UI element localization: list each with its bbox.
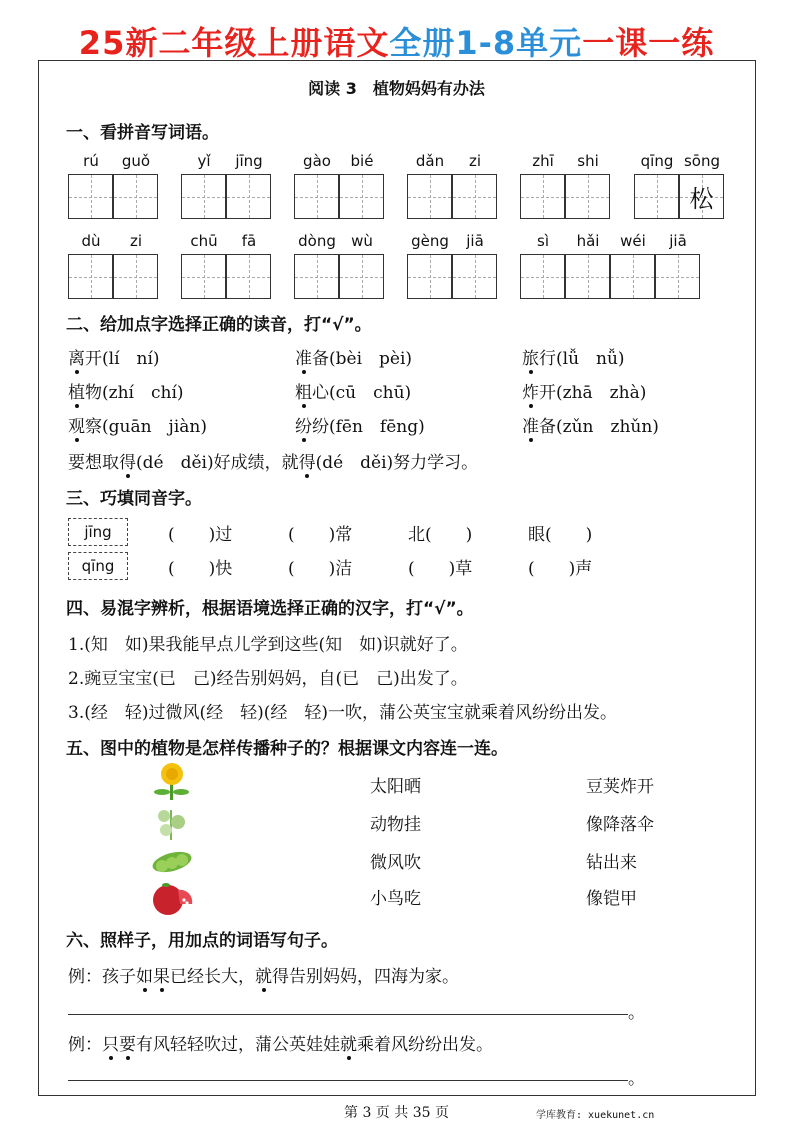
pinyin-syllable: wù bbox=[351, 232, 373, 250]
section-2-heading: 二、给加点字选择正确的读音，打“√”。 bbox=[66, 315, 372, 335]
box-character bbox=[182, 175, 225, 218]
homophone-blank[interactable]: ( )快 bbox=[168, 559, 233, 579]
sentence-part: 已经长大， bbox=[170, 967, 255, 987]
pinyin-syllable: guǒ bbox=[121, 152, 151, 170]
sentence-part: 乘着风纷纷出发。 bbox=[357, 1035, 493, 1055]
pinyin-syllable: dòng bbox=[298, 232, 336, 250]
writing-box[interactable] bbox=[294, 254, 339, 299]
pinyin-syllable: gào bbox=[303, 152, 331, 170]
pinyin-syllable: sì bbox=[537, 232, 549, 250]
pinyin-syllable: dǎn bbox=[415, 152, 445, 170]
pronunciation-item bbox=[295, 412, 425, 437]
site-watermark: 学库教育: xuekunet.cn bbox=[536, 1110, 655, 1121]
box-character bbox=[114, 175, 157, 218]
pinyin-syllable: fā bbox=[241, 232, 257, 250]
confusable-line-3: 3.(经 轻)过微风(经 轻)(经 轻)一吹，蒲公英宝宝就乘着风纷纷出发。 bbox=[68, 703, 618, 723]
dotted-char: 离 bbox=[68, 349, 85, 369]
word-char: 心 bbox=[312, 383, 329, 403]
writing-box[interactable] bbox=[68, 174, 113, 219]
writing-box[interactable] bbox=[565, 174, 610, 219]
pomegranate-icon bbox=[148, 880, 196, 918]
pinyin-syllable: zi bbox=[129, 232, 143, 250]
dotted-char: 要 bbox=[119, 1035, 136, 1055]
pinyin-syllable: yǐ bbox=[197, 152, 211, 170]
writing-box[interactable] bbox=[679, 174, 724, 219]
dotted-char: 粗 bbox=[295, 383, 312, 403]
sentence-part: 要想取 bbox=[68, 453, 119, 473]
pinyin-syllable: jiā bbox=[466, 232, 484, 250]
writing-box[interactable] bbox=[655, 254, 700, 299]
match-method[interactable]: 微风吹 bbox=[370, 853, 421, 873]
dotted-char: 果 bbox=[153, 967, 170, 987]
banner-part-1: 25新 bbox=[78, 24, 159, 62]
pinyin-options[interactable]: (bèi pèi) bbox=[329, 349, 413, 369]
pinyin-box-jing: jīng bbox=[68, 518, 128, 546]
writing-box[interactable] bbox=[520, 254, 565, 299]
homophone-blank[interactable]: 眼( ) bbox=[528, 525, 593, 545]
pinyin-syllable: hǎi bbox=[576, 232, 600, 250]
writing-box[interactable] bbox=[294, 174, 339, 219]
sentence-part: 得告别妈妈，四海为家。 bbox=[272, 967, 459, 987]
homophone-blank[interactable]: ( )洁 bbox=[288, 559, 353, 579]
sentence-part: 例： bbox=[68, 1035, 102, 1055]
pinyin-options[interactable]: (guān jiàn) bbox=[102, 417, 207, 437]
word-char: 备 bbox=[312, 349, 329, 369]
pinyin-options[interactable]: (lǚ nǚ) bbox=[556, 349, 625, 369]
word-char: 备 bbox=[539, 417, 556, 437]
page-title: 阅读 3 植物妈妈有办法 bbox=[308, 79, 485, 98]
match-description[interactable]: 像铠甲 bbox=[586, 889, 637, 909]
pinyin-syllable: jiā bbox=[669, 232, 687, 250]
box-character bbox=[566, 175, 609, 218]
pinyin-syllable: bié bbox=[350, 152, 374, 170]
banner-title bbox=[0, 18, 793, 64]
pea-pod-icon bbox=[148, 842, 196, 880]
banner-part-3: 全册1-8单元 bbox=[389, 24, 583, 62]
homophone-blank[interactable]: 北( ) bbox=[408, 525, 473, 545]
sentence-part: (dé děi)好成绩，就 bbox=[136, 453, 299, 473]
word-char: 开 bbox=[539, 383, 556, 403]
pinyin-syllable: zhī bbox=[532, 152, 554, 170]
writing-box[interactable] bbox=[452, 254, 497, 299]
box-character bbox=[227, 175, 270, 218]
pinyin-options[interactable]: (zǔn zhǔn) bbox=[556, 417, 659, 437]
burr-plant-icon bbox=[148, 802, 196, 840]
word-char: 行 bbox=[539, 349, 556, 369]
pronunciation-item bbox=[522, 378, 646, 403]
writing-box[interactable] bbox=[339, 174, 384, 219]
pinyin-box-qing: qīng bbox=[68, 552, 128, 580]
pinyin-syllable: shi bbox=[577, 152, 599, 170]
answer-period-1: 。 bbox=[628, 1003, 645, 1023]
pinyin-syllable: qīng bbox=[640, 152, 674, 170]
pinyin-options[interactable]: (zhā zhà) bbox=[556, 383, 647, 403]
writing-box[interactable] bbox=[226, 254, 271, 299]
pinyin-options[interactable]: (fēn fēng) bbox=[329, 417, 425, 437]
homophone-blank[interactable]: ( )常 bbox=[288, 525, 353, 545]
dotted-char: 准 bbox=[295, 349, 312, 369]
dotted-char: 得 bbox=[298, 453, 316, 473]
box-character bbox=[340, 175, 383, 218]
pinyin-syllable: gèng bbox=[411, 232, 449, 250]
sentence-part: 例：孩子 bbox=[68, 967, 136, 987]
answer-line-1[interactable] bbox=[68, 1014, 628, 1015]
writing-box[interactable] bbox=[113, 254, 158, 299]
box-character bbox=[453, 175, 496, 218]
word-char: 物 bbox=[85, 383, 102, 403]
page-number: 第 3 页 共 35 页 bbox=[344, 1105, 449, 1121]
dotted-char: 只 bbox=[102, 1035, 119, 1055]
banner-part-2: 二年级上册语文 bbox=[158, 24, 390, 62]
match-description[interactable]: 豆荚炸开 bbox=[586, 777, 654, 797]
section-4-heading: 四、易混字辨析，根据语境选择正确的汉字，打“√”。 bbox=[66, 599, 474, 619]
match-method[interactable]: 动物挂 bbox=[370, 815, 421, 835]
pinyin-options[interactable]: (zhí chí) bbox=[102, 383, 184, 403]
word-char: 纷 bbox=[312, 417, 329, 437]
pronunciation-item bbox=[522, 344, 625, 369]
pinyin-syllable: dù bbox=[81, 232, 101, 250]
pronunciation-item bbox=[68, 344, 160, 369]
sentence-part: 有风轻轻吹过，蒲公英娃娃 bbox=[136, 1035, 340, 1055]
writing-box[interactable] bbox=[181, 174, 226, 219]
pinyin-syllable: rú bbox=[83, 152, 99, 170]
dandelion-icon bbox=[148, 762, 196, 800]
writing-box[interactable] bbox=[113, 174, 158, 219]
section-1-heading: 一、看拼音写词语。 bbox=[66, 123, 219, 143]
sentence-part: (dé děi)努力学习。 bbox=[315, 453, 479, 473]
box-character bbox=[408, 175, 451, 218]
dotted-char: 纷 bbox=[295, 417, 312, 437]
pinyin-syllable: sōng bbox=[683, 152, 721, 170]
dotted-char: 准 bbox=[522, 417, 539, 437]
match-description[interactable]: 钻出来 bbox=[586, 853, 637, 873]
dotted-char: 就 bbox=[255, 967, 272, 987]
dotted-char: 植 bbox=[68, 383, 85, 403]
example-sentence-2 bbox=[68, 1030, 493, 1055]
pinyin-options[interactable]: (lí ní) bbox=[102, 349, 160, 369]
dotted-char: 旅 bbox=[522, 349, 539, 369]
pinyin-syllable: wéi bbox=[620, 232, 646, 250]
homophone-blank[interactable]: ( )声 bbox=[528, 559, 593, 579]
answer-line-2[interactable] bbox=[68, 1080, 628, 1081]
writing-box[interactable] bbox=[68, 254, 113, 299]
match-method[interactable]: 太阳晒 bbox=[370, 777, 421, 797]
writing-box[interactable] bbox=[181, 254, 226, 299]
writing-box[interactable] bbox=[407, 254, 452, 299]
dotted-char: 就 bbox=[340, 1035, 357, 1055]
writing-box[interactable] bbox=[407, 174, 452, 219]
section-5-heading: 五、图中的植物是怎样传播种子的？根据课文内容连一连。 bbox=[66, 739, 508, 759]
word-char: 开 bbox=[85, 349, 102, 369]
pronunciation-sentence bbox=[68, 448, 478, 473]
pronunciation-item bbox=[522, 412, 659, 437]
box-character bbox=[69, 175, 112, 218]
pronunciation-item bbox=[295, 344, 412, 369]
confusable-line-1: 1.(知 如)果我能早点儿学到这些(知 如)识就好了。 bbox=[68, 635, 468, 655]
banner-part-4: 一课一练 bbox=[582, 24, 715, 62]
homophone-blank[interactable]: ( )草 bbox=[408, 559, 473, 579]
box-character bbox=[295, 175, 338, 218]
pronunciation-item bbox=[68, 412, 207, 437]
writing-box[interactable] bbox=[452, 174, 497, 219]
answer-period-2: 。 bbox=[628, 1069, 645, 1089]
writing-box[interactable] bbox=[339, 254, 384, 299]
section-3-heading: 三、巧填同音字。 bbox=[66, 489, 202, 509]
box-character: 松 bbox=[689, 185, 714, 213]
dotted-char: 炸 bbox=[522, 383, 539, 403]
writing-box[interactable] bbox=[520, 174, 565, 219]
section-6-heading: 六、照样子，用加点的词语写句子。 bbox=[66, 931, 338, 951]
writing-box[interactable] bbox=[634, 174, 679, 219]
pinyin-options[interactable]: (cū chū) bbox=[329, 383, 412, 403]
pinyin-syllable: jīng bbox=[235, 152, 263, 170]
pronunciation-item bbox=[295, 378, 411, 403]
pinyin-syllable: chū bbox=[190, 232, 218, 250]
pronunciation-item bbox=[68, 378, 184, 403]
word-char: 察 bbox=[85, 417, 102, 437]
writing-box[interactable] bbox=[565, 254, 610, 299]
box-character bbox=[521, 175, 564, 218]
writing-box[interactable] bbox=[226, 174, 271, 219]
writing-box[interactable] bbox=[610, 254, 655, 299]
pinyin-syllable: zi bbox=[468, 152, 482, 170]
box-character bbox=[635, 175, 678, 218]
dotted-char: 观 bbox=[68, 417, 85, 437]
match-description[interactable]: 像降落伞 bbox=[586, 815, 654, 835]
match-method[interactable]: 小鸟吃 bbox=[370, 889, 421, 909]
homophone-blank[interactable]: ( )过 bbox=[168, 525, 233, 545]
dotted-char: 如 bbox=[136, 967, 153, 987]
dotted-char: 得 bbox=[119, 453, 136, 473]
confusable-line-2: 2.豌豆宝宝(已 己)经告别妈妈，自(已 己)出发了。 bbox=[68, 669, 468, 689]
example-sentence-1 bbox=[68, 962, 459, 987]
